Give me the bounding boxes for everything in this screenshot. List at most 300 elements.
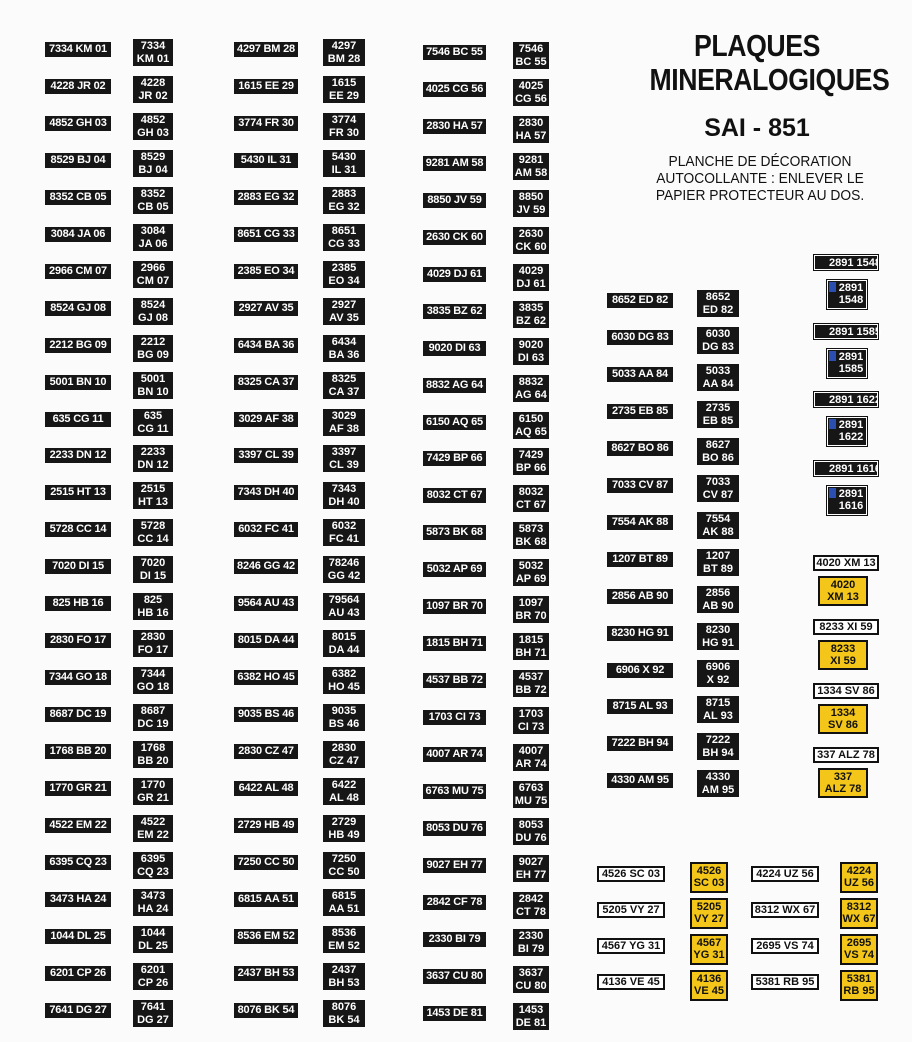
- plate-number: 4567: [696, 937, 722, 949]
- plate-square: [513, 412, 549, 439]
- plate-square: [697, 770, 739, 797]
- plate-suffix: FO 17: [137, 644, 169, 656]
- plate-square: [323, 704, 365, 731]
- plate-long: 4852 GH 03: [45, 116, 111, 131]
- plate-long: 8076 BK 54: [234, 1003, 298, 1018]
- plate-suffix: CG 56: [515, 93, 547, 105]
- plate-long: 4330 AM 95: [607, 773, 673, 788]
- plate-suffix: AV 35: [329, 312, 359, 324]
- plate-square: [323, 298, 365, 325]
- plate-suffix: DG 83: [702, 341, 734, 353]
- plate-suffix: CC 14: [137, 533, 169, 545]
- plate-square: [513, 375, 549, 402]
- plate-square: [323, 113, 365, 140]
- plate-square: [133, 298, 173, 325]
- plate-suffix: GR 21: [137, 792, 169, 804]
- plate-number: 5205: [696, 901, 722, 913]
- plate-long: 2856 AB 90: [607, 589, 673, 604]
- flag-icon: [829, 351, 836, 361]
- plate-long: 6150 AQ 65: [423, 415, 486, 430]
- plate-long: 4228 JR 02: [45, 79, 111, 94]
- plate-number: 4537: [518, 671, 544, 683]
- plate-number: 4224: [846, 865, 872, 877]
- plate-square: [133, 556, 173, 583]
- plate-suffix: BB 20: [137, 755, 169, 767]
- plate-number: 6434: [331, 336, 357, 348]
- plate-number: 6201: [140, 964, 166, 976]
- plate-number: 7344: [140, 668, 166, 680]
- instructions-line: PLANCHE DE DÉCORATION: [668, 153, 852, 170]
- plate-long: 4007 AR 74: [423, 747, 486, 762]
- plate-suffix: EE 29: [329, 90, 359, 102]
- plate-suffix: HA 24: [137, 903, 169, 915]
- plate-number: 9035: [331, 705, 357, 717]
- plate-suffix: BH 53: [328, 977, 360, 989]
- plate-square: [513, 1003, 549, 1030]
- plate-suffix: 1622: [838, 431, 864, 443]
- plate-suffix: HB 49: [328, 829, 360, 841]
- plate-number: 7429: [518, 449, 544, 461]
- plate-square: [133, 889, 173, 916]
- plate-number: 9281: [518, 154, 544, 166]
- plate-number: 4522: [140, 816, 166, 828]
- plate-square: [513, 929, 549, 956]
- plate-square: [697, 660, 739, 687]
- plate-long: 2735 EB 85: [607, 404, 673, 419]
- plate-number: 2891: [838, 351, 864, 363]
- plate-square: [133, 409, 173, 436]
- plate-long: 8529 BJ 04: [45, 153, 111, 168]
- plate-square: [697, 586, 739, 613]
- plate-suffix: EH 77: [515, 869, 547, 881]
- plate-long: 1768 BB 20: [45, 744, 111, 759]
- plate-square: [133, 667, 173, 694]
- plate-number: 6763: [518, 782, 544, 794]
- plate-long: 8832 AG 64: [423, 378, 486, 393]
- plate-long: 6422 AL 48: [234, 781, 298, 796]
- plate-suffix: HO 45: [328, 681, 360, 693]
- plate-number: 2830: [518, 117, 544, 129]
- plate-number: 4020: [830, 579, 856, 591]
- plate-number: 7343: [331, 483, 357, 495]
- plate-square: [133, 372, 173, 399]
- plate-suffix: DG 27: [137, 1014, 169, 1026]
- plate-number: 2891: [838, 488, 864, 500]
- plate-square: [513, 485, 549, 512]
- plate-number: 2630: [518, 228, 544, 240]
- plate-square: [513, 522, 549, 549]
- plate-long: 2830 CZ 47: [234, 744, 298, 759]
- plate-square: [133, 778, 173, 805]
- plate-long: 7554 AK 88: [607, 515, 673, 530]
- plate-number: 5873: [518, 523, 544, 535]
- plate-square: [323, 1000, 365, 1027]
- plate-suffix: EM 52: [328, 940, 360, 952]
- plate-number: 2891: [838, 282, 864, 294]
- plate-square: [323, 76, 365, 103]
- title-line-1: PLAQUES: [694, 28, 820, 63]
- plate-suffix: DL 25: [138, 940, 168, 952]
- plate-long: 2233 DN 12: [45, 448, 111, 463]
- plate-square: [513, 596, 549, 623]
- plate-suffix: VY 27: [694, 913, 724, 925]
- plate-long: 2830 FO 17: [45, 633, 111, 648]
- plate-number: 6815: [331, 890, 357, 902]
- plate-square: [133, 815, 173, 842]
- plate-number: 6422: [331, 779, 357, 791]
- plate-suffix: HA 57: [515, 130, 547, 142]
- plate-long: 8032 CT 67: [423, 488, 486, 503]
- plate-long: 5205 VY 27: [597, 902, 665, 918]
- plate-number: 4007: [518, 745, 544, 757]
- plate-long: 5381 RB 95: [751, 974, 819, 990]
- plate-number: 6030: [705, 328, 731, 340]
- plate-suffix: BK 68: [515, 536, 547, 548]
- plate-suffix: JV 59: [516, 204, 546, 216]
- plate-suffix: AF 38: [329, 423, 359, 435]
- plate-suffix: HG 91: [702, 637, 734, 649]
- plate-square: [513, 301, 549, 328]
- plate-long: 8015 DA 44: [234, 633, 298, 648]
- plate-long: 3473 HA 24: [45, 892, 111, 907]
- plate-suffix: BR 70: [515, 610, 547, 622]
- plate-suffix: XM 13: [827, 591, 859, 603]
- plate-long: 6395 CQ 23: [45, 855, 111, 870]
- plate-number: 5033: [705, 365, 731, 377]
- plate-long: 4025 CG 56: [423, 82, 486, 97]
- plate-number: 2385: [331, 262, 357, 274]
- plate-square: [513, 781, 549, 808]
- plate-square: [513, 966, 549, 993]
- plate-long: 9027 EH 77: [423, 858, 486, 873]
- plate-square: [513, 855, 549, 882]
- plate-square: [697, 290, 739, 317]
- plate-number: 2515: [140, 483, 166, 495]
- plate-long: 9281 AM 58: [423, 156, 486, 171]
- plate-number: 825: [143, 594, 163, 606]
- plate-square: [323, 519, 365, 546]
- plate-long: 2891 1616: [814, 461, 878, 476]
- plate-square: [697, 327, 739, 354]
- plate-long: 8312 WX 67: [751, 902, 819, 918]
- plate-suffix: UZ 56: [844, 877, 874, 889]
- plate-number: 7033: [705, 476, 731, 488]
- plate-number: 337: [833, 771, 853, 783]
- plate-square: [513, 559, 549, 586]
- plate-number: 4025: [518, 80, 544, 92]
- plate-square: [513, 190, 549, 217]
- plate-number: 9020: [518, 339, 544, 351]
- plate-long: 8715 AL 93: [607, 699, 673, 714]
- plate-long: 7222 BH 94: [607, 736, 673, 751]
- plate-number: 2966: [140, 262, 166, 274]
- plate-long: 5728 CC 14: [45, 522, 111, 537]
- plate-long: 3029 AF 38: [234, 412, 298, 427]
- plate-long: 2515 HT 13: [45, 485, 111, 500]
- plate-square: [323, 409, 365, 436]
- plate-long: 1097 BR 70: [423, 599, 486, 614]
- plate-suffix: EB 85: [702, 415, 734, 427]
- plate-number: 5381: [846, 973, 872, 985]
- plate-number: 8230: [705, 624, 731, 636]
- plate-suffix: AU 43: [328, 607, 360, 619]
- plate-number: 6032: [331, 520, 357, 532]
- plate-suffix: AL 93: [703, 710, 733, 722]
- plate-suffix: XI 59: [830, 655, 856, 667]
- plate-long: 1207 BT 89: [607, 552, 673, 567]
- plate-long: 2695 VS 74: [751, 938, 819, 954]
- plate-long: 2891 1585: [814, 324, 878, 339]
- plate-number: 2842: [518, 893, 544, 905]
- plate-square: [323, 335, 365, 362]
- plate-number: 2212: [140, 336, 166, 348]
- plate-suffix: AP 69: [515, 573, 547, 585]
- plate-number: 2830: [140, 631, 166, 643]
- plate-suffix: DI 15: [139, 570, 167, 582]
- plate-number: 8325: [331, 373, 357, 385]
- plate-long: 825 HB 16: [45, 596, 111, 611]
- plate-number: 2330: [518, 930, 544, 942]
- plate-suffix: AB 90: [702, 600, 734, 612]
- plate-suffix: CP 26: [137, 977, 169, 989]
- plate-number: 6395: [140, 853, 166, 865]
- plate-suffix: SC 03: [693, 877, 725, 889]
- plate-square: [323, 741, 365, 768]
- plate-number: 2883: [331, 188, 357, 200]
- plate-square: [133, 741, 173, 768]
- plate-number: 8312: [846, 901, 872, 913]
- plate-number: 2927: [331, 299, 357, 311]
- plate-suffix: CZ 47: [329, 755, 359, 767]
- plate-suffix: DE 81: [515, 1017, 547, 1029]
- plate-square: [697, 475, 739, 502]
- plate-square: [513, 79, 549, 106]
- plate-square: [840, 934, 878, 965]
- plate-suffix: 1616: [838, 500, 864, 512]
- plate-square: [513, 153, 549, 180]
- instructions-line: PAPIER PROTECTEUR AU DOS.: [655, 187, 865, 204]
- instructions: [650, 153, 871, 204]
- plate-suffix: BO 86: [702, 452, 734, 464]
- plate-suffix: BJ 04: [138, 164, 168, 176]
- title-line-2: MINERALOGIQUES: [649, 62, 890, 97]
- plate-suffix: BH 94: [702, 747, 734, 759]
- plate-number: 7250: [331, 853, 357, 865]
- plate-suffix: DN 12: [137, 459, 169, 471]
- plate-square: [323, 889, 365, 916]
- plate-long: 8053 DU 76: [423, 821, 486, 836]
- plate-suffix: KM 01: [136, 53, 170, 65]
- plate-number: 2856: [705, 587, 731, 599]
- plate-long: 8230 HG 91: [607, 626, 673, 641]
- plate-number: 5001: [140, 373, 166, 385]
- plate-square: [133, 963, 173, 990]
- plate-number: 6150: [518, 413, 544, 425]
- plate-square: [133, 445, 173, 472]
- plate-long: 5873 BK 68: [423, 525, 486, 540]
- plate-long: 6815 AA 51: [234, 892, 298, 907]
- plate-suffix: CM 07: [136, 275, 170, 287]
- plate-square: [133, 1000, 173, 1027]
- plate-long: 1334 SV 86: [813, 683, 879, 699]
- plate-square: [827, 349, 867, 378]
- plate-long: 1615 EE 29: [234, 79, 298, 94]
- plate-square: [818, 768, 868, 798]
- plate-number: 2437: [331, 964, 357, 976]
- plate-square: [697, 512, 739, 539]
- plate-suffix: ALZ 78: [824, 783, 862, 795]
- plate-square: [133, 76, 173, 103]
- plate-suffix: CT 78: [516, 906, 546, 918]
- plate-long: 4297 BM 28: [234, 42, 298, 57]
- plate-long: 2927 AV 35: [234, 301, 298, 316]
- plate-suffix: BZ 62: [516, 315, 546, 327]
- plate-square: [690, 862, 728, 893]
- plate-square: [513, 42, 549, 69]
- plate-square: [513, 670, 549, 697]
- plate-number: 1097: [518, 597, 544, 609]
- plate-number: 4330: [705, 771, 731, 783]
- plate-suffix: BI 79: [517, 943, 545, 955]
- plate-suffix: CB 05: [137, 201, 169, 213]
- plate-long: 2437 BH 53: [234, 966, 298, 981]
- plate-long: 5032 AP 69: [423, 562, 486, 577]
- plate-suffix: CI 73: [517, 721, 545, 733]
- plate-suffix: CT 67: [516, 499, 546, 511]
- plate-square: [323, 224, 365, 251]
- plate-square: [697, 733, 739, 760]
- plate-number: 3084: [140, 225, 166, 237]
- plate-number: 4526: [696, 865, 722, 877]
- plate-long: 1044 DL 25: [45, 929, 111, 944]
- plate-square: [133, 630, 173, 657]
- plate-long: 1703 CI 73: [423, 710, 486, 725]
- plate-suffix: BA 36: [328, 349, 360, 361]
- plate-long: 8246 GG 42: [234, 559, 298, 574]
- plate-number: 4852: [140, 114, 166, 126]
- plate-long: 7344 GO 18: [45, 670, 111, 685]
- plate-suffix: GG 42: [327, 570, 361, 582]
- plate-suffix: MU 75: [514, 795, 548, 807]
- plate-number: 8529: [140, 151, 166, 163]
- plate-suffix: AL 48: [329, 792, 359, 804]
- instructions-line: AUTOCOLLANTE : ENLEVER LE: [656, 170, 864, 187]
- plate-long: 1770 GR 21: [45, 781, 111, 796]
- plate-square: [818, 704, 868, 734]
- plate-square: [513, 338, 549, 365]
- reference-number: SAI - 851: [704, 114, 810, 142]
- plate-number: 6382: [331, 668, 357, 680]
- plate-square: [513, 892, 549, 919]
- plate-long: 3397 CL 39: [234, 448, 298, 463]
- plate-square: [323, 372, 365, 399]
- plate-number: 1815: [518, 634, 544, 646]
- plate-square: [133, 852, 173, 879]
- plate-long: 8352 CB 05: [45, 190, 111, 205]
- plate-number: 78246: [328, 557, 360, 569]
- plate-long: 4522 EM 22: [45, 818, 111, 833]
- plate-number: 3473: [140, 890, 166, 902]
- plate-long: 6906 X 92: [607, 663, 673, 678]
- plate-suffix: GH 03: [137, 127, 169, 139]
- plate-suffix: JR 02: [138, 90, 168, 102]
- plate-square: [323, 150, 365, 177]
- plate-long: 2630 CK 60: [423, 230, 486, 245]
- plate-suffix: CV 87: [702, 489, 734, 501]
- plate-long: 2830 HA 57: [423, 119, 486, 134]
- plate-long: 7641 DG 27: [45, 1003, 111, 1018]
- plate-number: 3774: [331, 114, 357, 126]
- plate-long: 4224 UZ 56: [751, 866, 819, 882]
- plate-square: [513, 264, 549, 291]
- plate-long: 8850 JV 59: [423, 193, 486, 208]
- plate-square: [133, 704, 173, 731]
- plate-number: 7641: [140, 1001, 166, 1013]
- plate-number: 3637: [518, 967, 544, 979]
- plate-suffix: EG 32: [328, 201, 360, 213]
- plate-suffix: AQ 65: [515, 426, 547, 438]
- plate-number: 1044: [140, 927, 166, 939]
- plate-suffix: X 92: [706, 674, 730, 686]
- plate-square: [133, 926, 173, 953]
- plate-square: [323, 482, 365, 509]
- plate-number: 8687: [140, 705, 166, 717]
- plate-suffix: EO 34: [328, 275, 360, 287]
- plate-number: 8715: [705, 697, 731, 709]
- plate-square: [690, 934, 728, 965]
- plate-suffix: CK 60: [515, 241, 547, 253]
- plate-number: 2695: [846, 937, 872, 949]
- plate-square: [840, 898, 878, 929]
- plate-long: 8627 BO 86: [607, 441, 673, 456]
- plate-long: 5430 IL 31: [234, 153, 298, 168]
- plate-suffix: ED 82: [702, 304, 734, 316]
- plate-long: 2729 HB 49: [234, 818, 298, 833]
- plate-suffix: AG 64: [515, 389, 547, 401]
- plate-square: [697, 401, 739, 428]
- plate-long: 7343 DH 40: [234, 485, 298, 500]
- plate-square: [513, 744, 549, 771]
- plate-suffix: DC 19: [137, 718, 169, 730]
- plate-square: [690, 898, 728, 929]
- plate-number: 8652: [705, 291, 731, 303]
- plate-number: 6906: [705, 661, 731, 673]
- plate-square: [840, 970, 878, 1001]
- plate-square: [133, 261, 173, 288]
- plate-long: 9564 AU 43: [234, 596, 298, 611]
- plate-long: 8652 ED 82: [607, 293, 673, 308]
- plate-suffix: AR 74: [515, 758, 547, 770]
- plate-number: 7020: [140, 557, 166, 569]
- plate-number: 2233: [140, 446, 166, 458]
- plate-long: 8325 CA 37: [234, 375, 298, 390]
- plate-square: [697, 438, 739, 465]
- plate-suffix: CL 39: [329, 459, 359, 471]
- plate-long: 3084 JA 06: [45, 227, 111, 242]
- plate-square: [133, 593, 173, 620]
- plate-suffix: AM 58: [514, 167, 548, 179]
- plate-suffix: BT 89: [703, 563, 733, 575]
- plate-suffix: WX 67: [842, 913, 876, 925]
- plate-square: [133, 39, 173, 66]
- plate-suffix: CG 33: [328, 238, 360, 250]
- plate-square: [323, 852, 365, 879]
- plate-number: 8627: [705, 439, 731, 451]
- plate-square: [133, 224, 173, 251]
- plate-suffix: BS 46: [328, 718, 360, 730]
- plate-square: [323, 926, 365, 953]
- plate-square: [323, 261, 365, 288]
